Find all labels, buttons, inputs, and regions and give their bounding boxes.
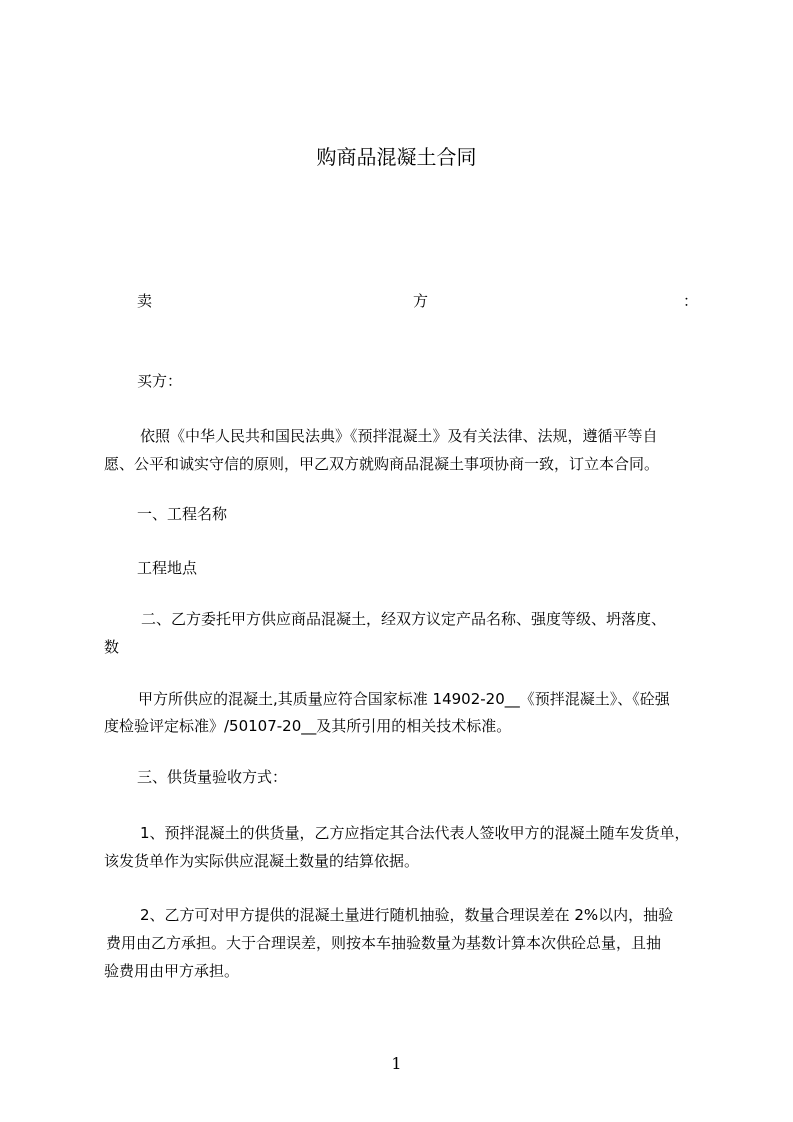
seller-label-colon: ：: [683, 292, 699, 310]
buyer-label: 买方：: [137, 372, 183, 390]
item-1-line-2: 该发货单作为实际供应混凝土数量的结算依据。: [104, 852, 420, 870]
seller-field: [137, 289, 699, 313]
item-2-line-2: 费用由乙方承担。大于合理误差，则按本车抽验数量为基数计算本次供砼总量，且抽: [106, 934, 662, 952]
section-3-heading: 三、供货量验收方式：: [137, 768, 288, 786]
quality-paragraph-line-2: 度检验评定标准》/50107-20__及其所引用的相关技术标准。: [104, 717, 512, 735]
document-title: 购商品混凝土合同: [316, 145, 477, 169]
section-2-line-1: 二、乙方委托甲方供应商品混凝土，经双方议定产品名称、强度等级、坍落度、: [141, 610, 667, 628]
item-2-line-1: 2、乙方可对甲方提供的混凝土量进行随机抽验，数量合理误差在 2%以内，抽验: [140, 906, 674, 924]
section-2-line-2: 数: [104, 638, 120, 656]
item-2-line-3: 验费用由甲方承担。: [104, 962, 240, 980]
section-1-heading: 一、工程名称: [137, 505, 228, 523]
seller-label-char-1: 卖: [137, 292, 153, 310]
seller-label-char-2: 方: [413, 292, 429, 310]
intro-paragraph-line-2: 愿、公平和诚实守信的原则，甲乙双方就购商品混凝土事项协商一致，订立本合同。: [104, 455, 660, 473]
quality-paragraph-line-1: 甲方所供应的混凝土,其质量应符合国家标准 14902-20__《预拌混凝土》、《砼强: [138, 690, 670, 708]
intro-paragraph-line-1: 依照《中华人民共和国民法典》《预拌混凝土》及有关法律、法规，遵循平等自: [140, 427, 658, 445]
project-location-label: 工程地点: [137, 559, 198, 577]
page-number: 1: [391, 1054, 402, 1073]
item-1-line-1: 1、预拌混凝土的供货量，乙方应指定其合法代表人签收甲方的混凝土随车发货单，: [140, 824, 690, 842]
